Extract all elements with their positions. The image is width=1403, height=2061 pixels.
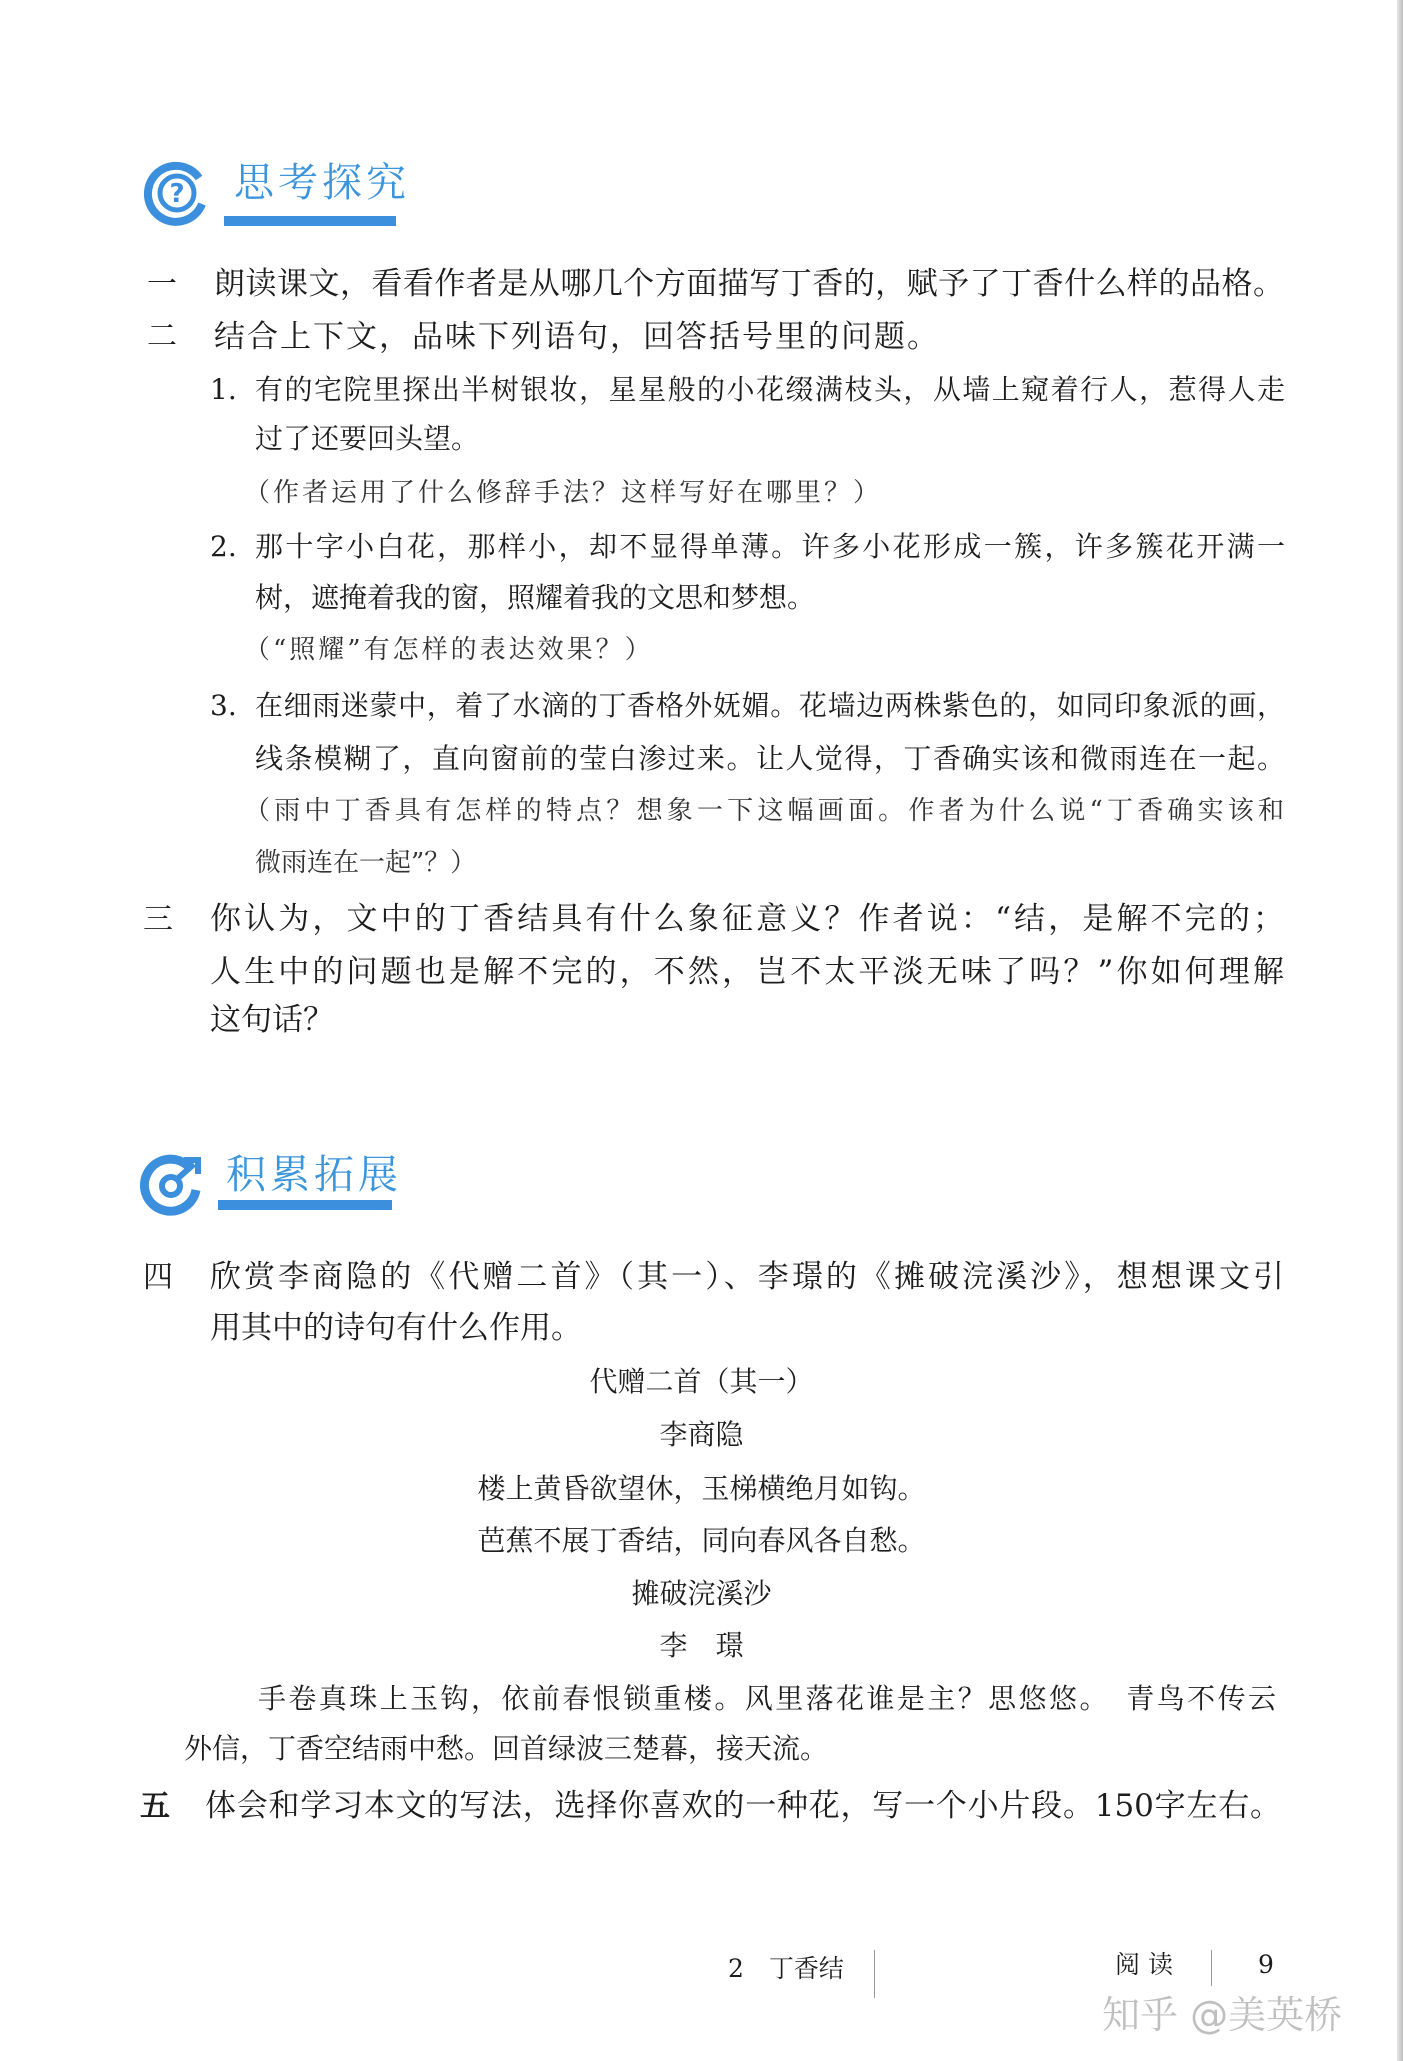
item-text: 线条模糊了，直向窗前的莹白渗过来。让人觉得，丁香确实该和微雨连在一起。 [255,742,1285,775]
section-title-extend: 积累拓展 [226,1152,402,1198]
item-prompt: （作者运用了什么修辞手法？这样写好在哪里？） [244,478,883,508]
question-number: 三 [143,902,173,937]
question-number: 一 [147,267,177,302]
poem-line: 芭蕉不展丁香结，同向春风各自愁。 [477,1524,926,1557]
item-number: 1. [210,373,237,406]
svg-text:?: ? [169,179,185,209]
question-number: 二 [147,319,177,354]
item-number: 3. [210,689,237,722]
item-number: 2. [210,530,237,563]
watermark: 知乎 @美英桥 [1102,1993,1343,2037]
poem-title: 摊破浣溪沙 [631,1577,772,1610]
item-prompt: （“照耀”有怎样的表达效果？） [244,635,654,665]
section-title-think: 思考探究 [234,160,410,206]
circular-arrow-icon [138,1150,204,1216]
footer-divider [1211,1950,1212,1986]
item-text: 那十字小白花，那样小，却不显得单薄。许多小花形成一簇，许多簇花开满一 [255,530,1285,563]
item-prompt: 微雨连在一起”？） [255,848,477,878]
poem-author: 李 璟 [659,1629,744,1662]
section-underline [224,216,396,226]
question-circle-icon [144,160,210,226]
item-text: 在细雨迷蒙中，着了水滴的丁香格外妩媚。花墙边两株紫色的，如同印象派的画， [255,689,1285,722]
poem-line: 手卷真珠上玉钩，依前春恨锁重楼。风里落花谁是主？思悠悠。 青鸟不传云 [258,1682,1276,1715]
section-underline [218,1200,392,1210]
page-number: 9 [1258,1950,1274,1979]
question-text: 朗读课文，看看作者是从哪几个方面描写丁香的，赋予了丁香什么样的品格。 [214,266,1284,302]
question-text: 结合上下文，品味下列语句，回答括号里的问题。 [214,319,940,355]
item-prompt: （雨中丁香具有怎样的特点？想象一下这幅画面。作者为什么说“丁香确实该和 [244,796,1284,826]
poem-author: 李商隐 [659,1418,744,1451]
page-edge-shadow [1397,0,1403,2061]
footer-unit: 阅 读 [1115,1950,1173,1979]
question-number: 五 [140,1789,170,1824]
footer-lesson: 2 丁香结 [728,1954,844,1983]
question-text: 这句话？ [210,1002,334,1038]
item-text: 有的宅院里探出半树银妆，星星般的小花缀满枝头，从墙上窥着行人，惹得人走 [255,373,1285,406]
question-number: 四 [143,1260,173,1295]
question-text: 人生中的问题也是解不完的，不然，岂不太平淡无味了吗？”你如何理解 [210,954,1284,990]
poem-title: 代赠二首（其一） [589,1365,814,1398]
item-text: 过了还要回头望。 [255,422,480,455]
question-text: 欣赏李商隐的《代赠二首》（其一）、李璟的《摊破浣溪沙》，想想课文引 [210,1259,1284,1295]
poem-line: 楼上黄昏欲望休，玉梯横绝月如钩。 [477,1472,926,1505]
question-text: 体会和学习本文的写法，选择你喜欢的一种花，写一个小片段。150字左右。 [205,1788,1281,1824]
question-text: 你认为，文中的丁香结具有什么象征意义？作者说：“结，是解不完的； [210,901,1284,937]
poem-line: 外信，丁香空结雨中愁。回首绿波三楚暮，接天流。 [184,1732,829,1765]
question-text: 用其中的诗句有什么作用。 [210,1310,582,1346]
footer-divider [874,1950,875,1998]
item-text: 树，遮掩着我的窗，照耀着我的文思和梦想。 [255,581,816,614]
